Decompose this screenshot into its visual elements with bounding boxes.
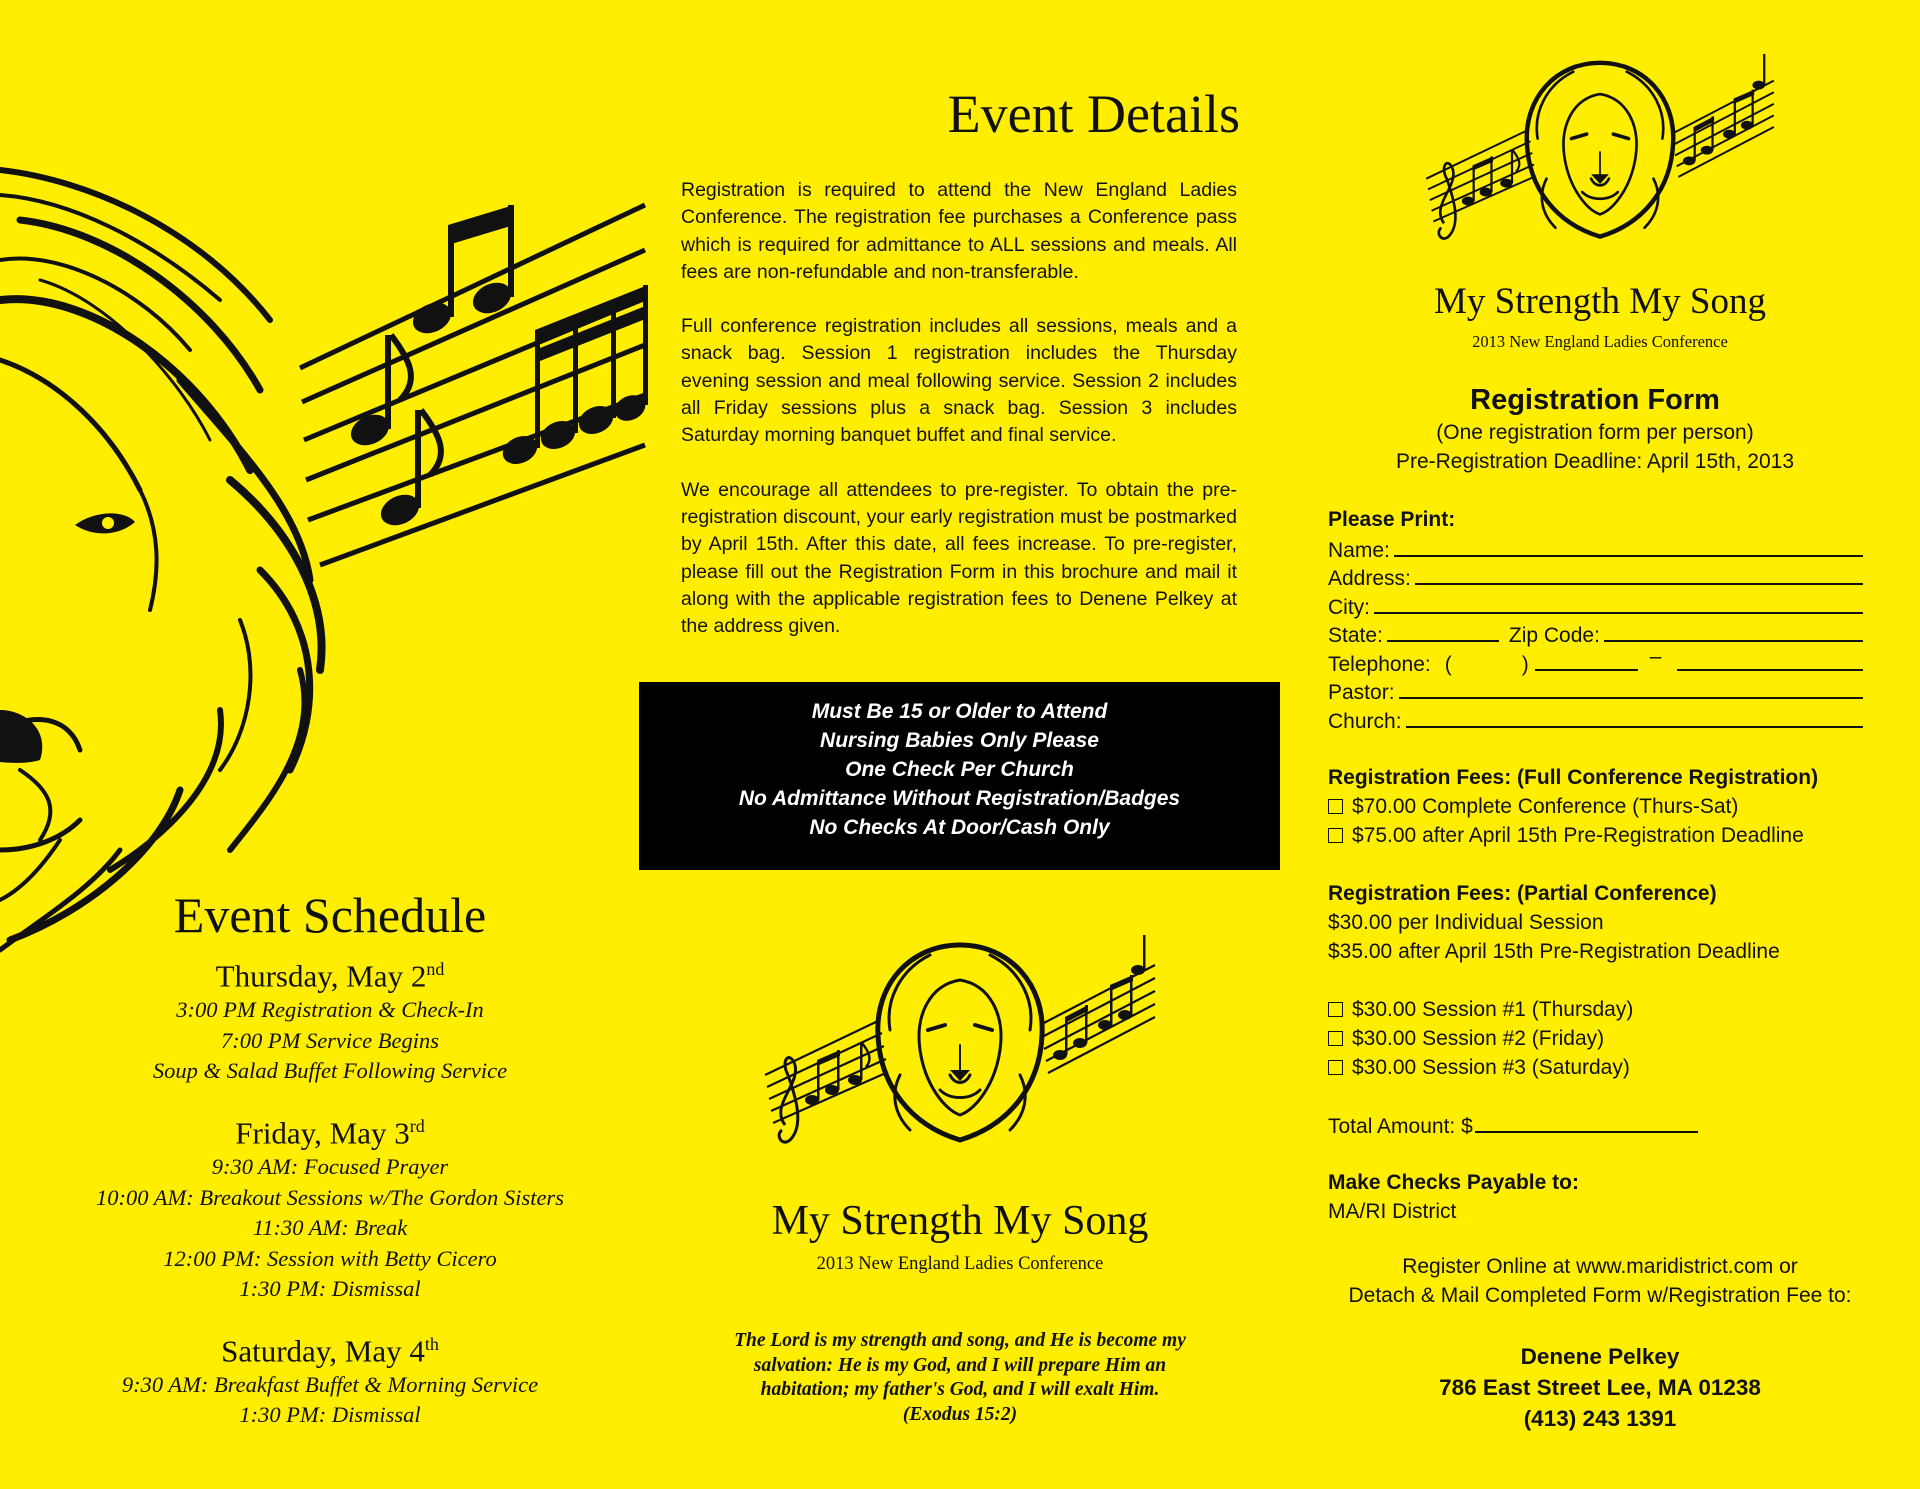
church-input-line[interactable] — [1406, 726, 1863, 728]
field-label: Name: — [1328, 538, 1390, 562]
tel-paren-open: ( — [1444, 652, 1452, 676]
verse-line: salvation: He is my God, and I will prepare Him an — [753, 1354, 1167, 1376]
verse-line: The Lord is my strength and song, and He is become my — [734, 1330, 1186, 1351]
fee-label: $75.00 after April 15th Pre-Registration Deadline — [1352, 823, 1804, 847]
field-label: Church: — [1328, 709, 1402, 733]
pastor-input-line[interactable] — [1399, 697, 1863, 699]
brand-title: My Strength My Song — [771, 1198, 1149, 1244]
day-suffix: rd — [409, 1115, 425, 1136]
verse-line: habitation; my father's God, and I will exalt Him. — [760, 1379, 1160, 1400]
schedule-day — [40, 1107, 620, 1305]
city-input-line[interactable] — [1374, 612, 1863, 614]
day-suffix: nd — [426, 959, 445, 979]
partial-fee-line: $35.00 after April 15th Pre-Registration Deadline — [1328, 939, 1780, 963]
brand-subtitle: 2013 New England Ladies Conference — [816, 1254, 1104, 1274]
scripture-verse — [660, 1329, 1260, 1427]
field-label: Address: — [1328, 567, 1411, 590]
contact-phone: (413) 243 1391 — [1523, 1406, 1677, 1431]
pastor-field[interactable] — [1328, 677, 1863, 706]
tel-prefix-line[interactable] — [1535, 669, 1638, 671]
schedule-item: 3:00 PM Registration & Check-In — [176, 997, 484, 1023]
address-field[interactable] — [1328, 563, 1863, 592]
payable-heading: Make Checks Payable to: — [1328, 1171, 1579, 1194]
fee-label: $70.00 Complete Conference (Thurs-Sat) — [1352, 794, 1739, 818]
session-label: $30.00 Session #3 (Saturday) — [1352, 1055, 1630, 1079]
schedule-item: 1:30 PM: Dismissal — [239, 1402, 421, 1428]
schedule-day-title — [40, 950, 620, 995]
schedule-list — [40, 950, 620, 1431]
schedule-item: 9:30 AM: Focused Prayer — [211, 1154, 449, 1180]
tel-line-number-line[interactable] — [1677, 669, 1863, 671]
lion-logo-icon — [1420, 45, 1780, 250]
tel-paren-close: ) — [1521, 652, 1529, 676]
name-field[interactable] — [1328, 534, 1863, 563]
verse-reference: (Exodus 15:2) — [902, 1403, 1018, 1425]
checkbox[interactable] — [1328, 799, 1343, 814]
total-input-line[interactable] — [1475, 1131, 1698, 1133]
state-zip-field[interactable] — [1328, 620, 1863, 649]
form-note: (One registration form per person) — [1436, 421, 1754, 444]
partial-fee-line: $30.00 per Individual Session — [1328, 910, 1604, 934]
mail-instructions — [1320, 1252, 1880, 1310]
rule-line: One Check Per Church — [845, 758, 1074, 781]
partial-fees-heading: Registration Fees: (Partial Conference) — [1328, 881, 1717, 905]
session-option[interactable] — [1328, 1053, 1863, 1082]
schedule-day — [40, 950, 620, 1087]
registration-form — [1328, 505, 1863, 1226]
fee-option[interactable] — [1328, 792, 1863, 821]
schedule-heading: Event Schedule — [173, 887, 487, 943]
schedule-item: 12:00 PM: Session with Betty Cicero — [163, 1245, 497, 1271]
contact-address: 786 East Street Lee, MA 01238 — [1439, 1375, 1761, 1400]
telephone-field[interactable] — [1328, 644, 1863, 677]
schedule-item: Soup & Salad Buffet Following Service — [152, 1058, 508, 1084]
schedule-day — [40, 1325, 620, 1431]
full-fees-heading: Registration Fees: (Full Conference Registration) — [1328, 765, 1819, 789]
rule-line: No Checks At Door/Cash Only — [809, 816, 1110, 839]
schedule-item: 10:00 AM: Breakout Sessions w/The Gordon Sisters — [96, 1184, 564, 1210]
day-label: Saturday, May 4 — [221, 1332, 425, 1368]
schedule-item: 1:30 PM: Dismissal — [239, 1276, 421, 1302]
day-label: Thursday, May 2 — [215, 958, 427, 994]
contact-block — [1370, 1341, 1830, 1434]
field-label: Total Amount: $ — [1328, 1115, 1473, 1138]
details-paragraph: Registration is required to attend the New England Ladies Conference. The registration fee purchases a Conference pass which is required for admittance to ALL sessions and meals. All fees are non-refundable and non-transferable. — [681, 179, 1237, 283]
schedule-item: 11:30 AM: Break — [252, 1215, 408, 1241]
brand-title: My Strength My Song — [1433, 281, 1766, 322]
fee-option[interactable] — [1328, 821, 1863, 850]
details-paragraph: We encourage all attendees to pre-register. To obtain the pre-registration discount, your early registration must be postmarked by April 15th. After this date, all fees increase. To pre-register, please fill out the Registration Form in this brochure and mail it along with the applicable registration fees to Denene Pelkey at the address given. — [681, 478, 1237, 638]
checkbox[interactable] — [1328, 1060, 1343, 1075]
day-suffix: th — [424, 1333, 439, 1354]
city-field[interactable] — [1328, 591, 1863, 620]
state-input-line[interactable] — [1387, 640, 1499, 642]
lion-logo-icon — [760, 925, 1160, 1155]
rule-line: Must Be 15 or Older to Attend — [811, 700, 1108, 723]
name-input-line[interactable] — [1394, 555, 1863, 557]
payable-to: MA/RI District — [1328, 1200, 1457, 1223]
form-deadline: Pre-Registration Deadline: April 15th, 2013 — [1395, 450, 1795, 473]
field-label: Pastor: — [1328, 681, 1395, 704]
field-label: Telephone: — [1328, 652, 1431, 676]
session-label: $30.00 Session #2 (Friday) — [1352, 1026, 1605, 1050]
field-label: Zip Code: — [1508, 624, 1600, 647]
details-paragraph: Full conference registration includes all sessions, meals and a snack bag. Session 1 registration includes the Thursday evening session and meal following service. Session 2 includes all Friday sessions plus a snack bag. Session 3 includes Saturday morning banquet buffet and final service. — [681, 315, 1237, 447]
lion-music-illustration-large — [0, 150, 660, 980]
mail-form-line: Detach & Mail Completed Form w/Registration Fee to: — [1348, 1284, 1852, 1307]
tel-dash: – — [1649, 644, 1662, 668]
checkbox[interactable] — [1328, 1031, 1343, 1046]
checkbox[interactable] — [1328, 1002, 1343, 1017]
field-label: State: — [1328, 624, 1383, 647]
please-print-label: Please Print: — [1328, 508, 1456, 531]
schedule-item: 7:00 PM Service Begins — [220, 1027, 440, 1053]
contact-name: Denene Pelkey — [1520, 1344, 1680, 1369]
total-amount-field[interactable] — [1328, 1111, 1698, 1140]
session-option[interactable] — [1328, 995, 1863, 1024]
register-online-line: Register Online at www.maridistrict.com or — [1402, 1255, 1798, 1278]
rule-line: No Admittance Without Registration/Badges — [738, 787, 1181, 810]
schedule-item: 9:30 AM: Breakfast Buffet & Morning Service — [121, 1371, 539, 1397]
church-field[interactable] — [1328, 705, 1863, 734]
field-label: City: — [1328, 595, 1370, 619]
event-details-heading: Event Details — [947, 84, 1240, 144]
checkbox[interactable] — [1328, 828, 1343, 843]
brand-subtitle: 2013 New England Ladies Conference — [1472, 332, 1728, 351]
attendance-rules-box — [639, 682, 1280, 870]
rule-line: Nursing Babies Only Please — [820, 729, 1099, 752]
zip-input-line[interactable] — [1604, 640, 1863, 642]
schedule-day-title — [40, 1325, 620, 1370]
form-heading: Registration Form — [1470, 384, 1720, 416]
day-label: Friday, May 3 — [235, 1115, 410, 1151]
event-details-body — [681, 177, 1237, 640]
session-label: $30.00 Session #1 (Thursday) — [1352, 997, 1634, 1021]
address-input-line[interactable] — [1415, 583, 1863, 585]
session-option[interactable] — [1328, 1024, 1863, 1053]
schedule-day-title — [40, 1107, 620, 1152]
form-header — [1340, 382, 1850, 476]
